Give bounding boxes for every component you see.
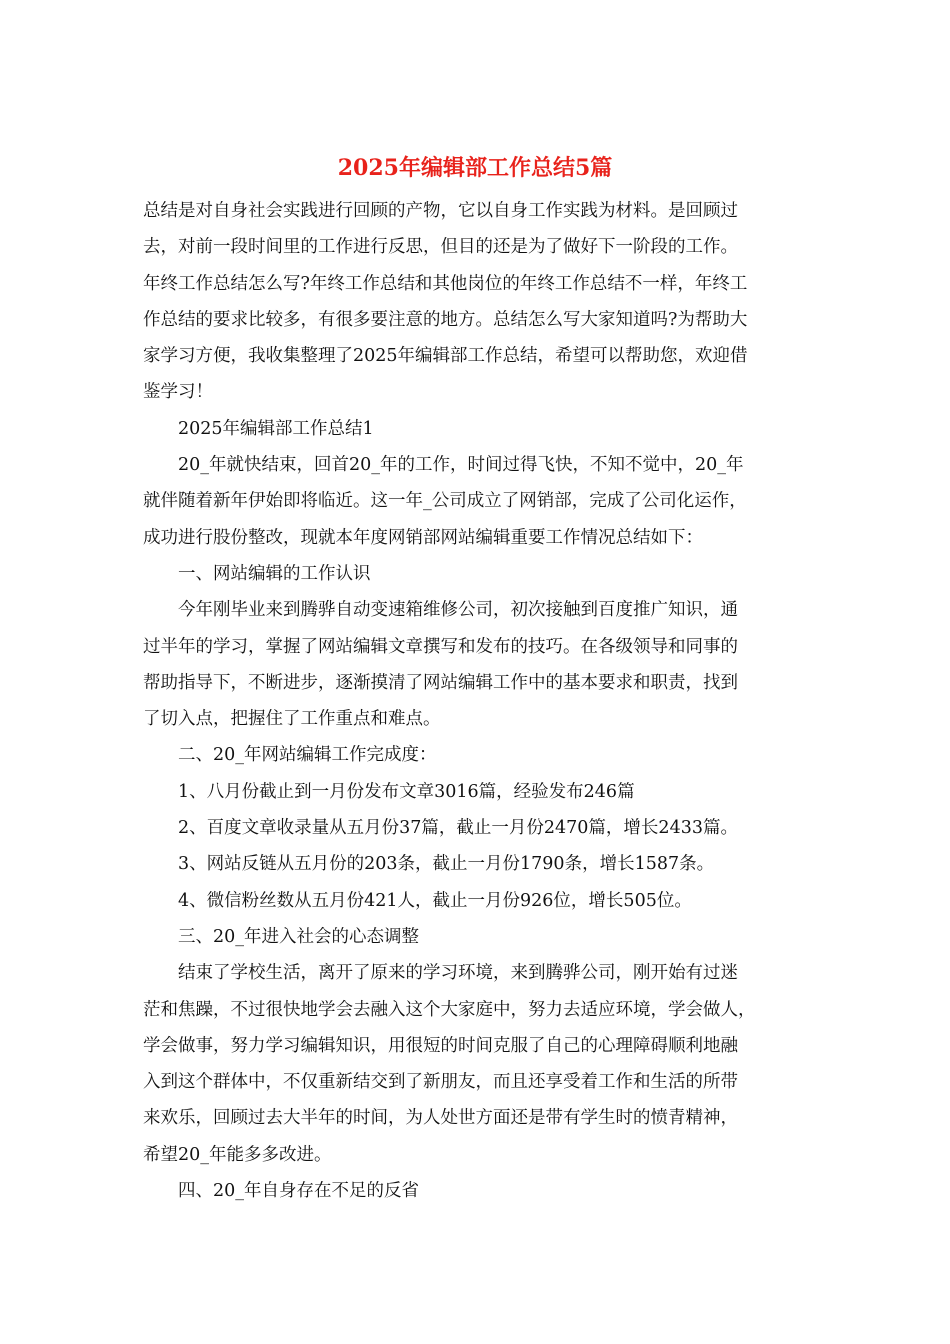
text-line: 今年刚毕业来到腾骅自动变速箱维修公司，初次接触到百度推广知识，通	[178, 600, 738, 621]
text-line: 鉴学习！	[143, 382, 213, 403]
document-body	[143, 193, 813, 1209]
text-line: 了切入点，把握住了工作重点和难点。	[143, 709, 441, 730]
text-line: 希望20_年能多多改进。	[143, 1144, 332, 1165]
text-line: 成功进行股份整改，现就本年度网销部网站编辑重要工作情况总结如下：	[143, 527, 703, 548]
text-line: 1、八月份截止到一月份发布文章3016篇，经验发布246篇	[178, 781, 635, 802]
text-line: 去，对前一段时间里的工作进行反思，但目的还是为了做好下一阶段的工作。	[143, 237, 738, 258]
text-line: 四、20_年自身存在不足的反省	[178, 1181, 420, 1202]
text-line: 学会做事，努力学习编辑知识，用很短的时间克服了自己的心理障碍顺利地融	[143, 1035, 738, 1056]
text-line: 3、网站反链从五月份的203条，截止一月份1790条，增长1587条。	[178, 854, 715, 875]
text-line: 来欢乐，回顾过去大半年的时间，为人处世方面还是带有学生时的愤青精神，	[143, 1108, 738, 1129]
text-line: 总结是对自身社会实践进行回顾的产物，它以自身工作实践为材料。是回顾过	[143, 201, 738, 221]
text-line: 2、百度文章收录量从五月份37篇，截止一月份2470篇，增长2433篇。	[178, 818, 738, 839]
text-line: 就伴随着新年伊始即将临近。这一年_公司成立了网销部，完成了公司化运作，	[143, 491, 747, 512]
text-line: 作总结的要求比较多，有很多要注意的地方。总结怎么写大家知道吗?为帮助大	[143, 309, 748, 330]
text-line: 2025年编辑部工作总结1	[178, 418, 374, 439]
document-title: 2025年编辑部工作总结5篇	[337, 155, 613, 181]
text-line: 三、20_年进入社会的心态调整	[178, 926, 420, 947]
text-line: 20_年就快结束，回首20_年的工作，时间过得飞快，不知不觉中，20_年	[178, 455, 744, 476]
text-line: 入到这个群体中，不仅重新结交到了新朋友，而且还享受着工作和生活的所带	[143, 1072, 738, 1093]
text-line: 结束了学校生活，离开了原来的学习环境，来到腾骅公司，刚开始有过迷	[178, 963, 738, 984]
text-line: 4、微信粉丝数从五月份421人，截止一月份926位，增长505位。	[178, 890, 692, 911]
text-line: 帮助指导下，不断进步，逐渐摸清了网站编辑工作中的基本要求和职责，找到	[143, 672, 738, 693]
text-line: 年终工作总结怎么写?年终工作总结和其他岗位的年终工作总结不一样，年终工	[143, 273, 748, 294]
text-line: 茫和焦躁，不过很快地学会去融入这个大家庭中，努力去适应环境，学会做人，	[143, 999, 756, 1020]
text-line: 过半年的学习，掌握了网站编辑文章撰写和发布的技巧。在各级领导和同事的	[143, 636, 738, 657]
text-line: 二、20_年网站编辑工作完成度：	[178, 745, 437, 766]
text-line: 家学习方便，我收集整理了2025年编辑部工作总结，希望可以帮助您，欢迎借	[143, 346, 748, 367]
text-line: 一、网站编辑的工作认识	[178, 563, 371, 584]
